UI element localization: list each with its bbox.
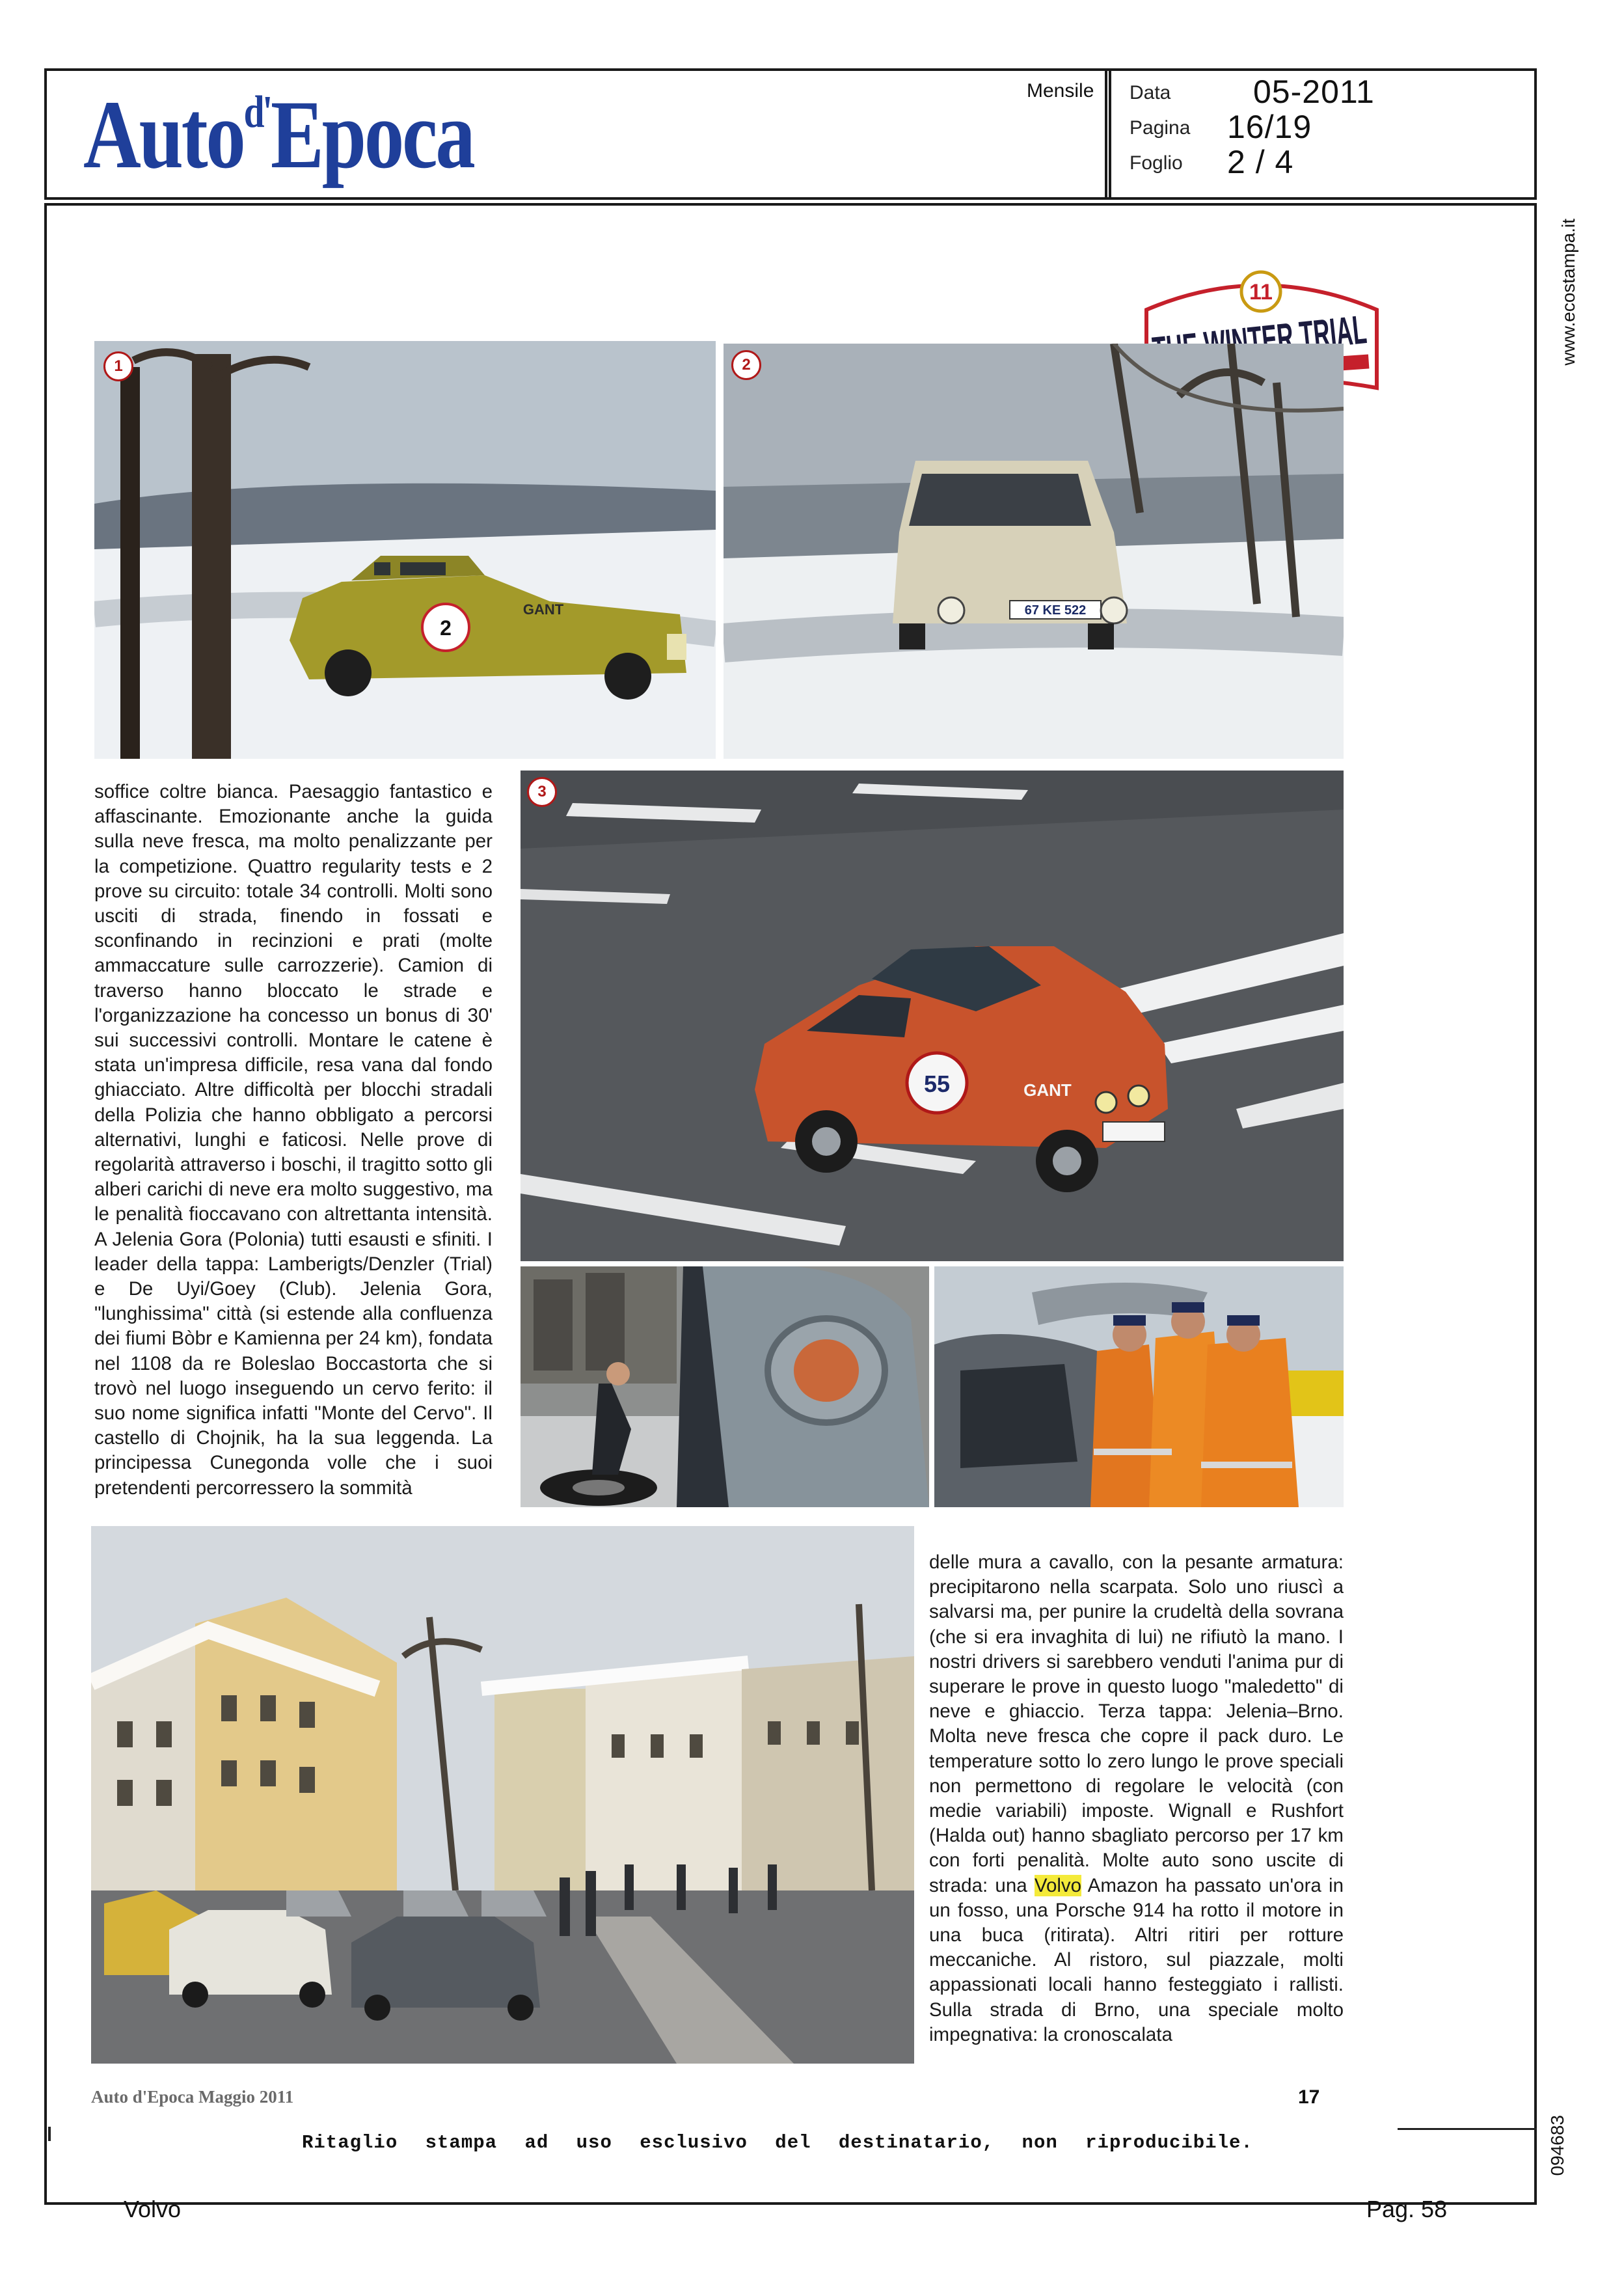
foglio-label: Foglio (1130, 152, 1183, 174)
photo-2-label: 2 (731, 350, 761, 380)
car2-plate: 67 KE 522 (1024, 603, 1087, 618)
bottom-page: Pag. 58 (1366, 2196, 1448, 2222)
badge-title: WINTER (1241, 303, 1386, 365)
badge-number: 11 (1249, 280, 1273, 305)
car1-number: 2 (440, 616, 452, 640)
col2-text-before: delle mura a cavallo, con la pesante armatura: precipitarono nella scarpata. Solo uno riuscì a salvarsi ma, per punire la crudeltà della sovrana (che si era invaghita di lui) ne rifiutò la mano. I nostri drivers si sarebbero venduti l'anima pur di superare le prove in questo luogo "maledetto" di neve e ghiaccio. Terza tappa: Jelenia–Brno. Molta neve fresca che copre il pack duro. Le temperature sotto lo zero lungo le prove speciali non permettono di regolare le velocità (con medie variabili) imposte. Wignall e Rushfort (Halda out) hanno sbagliato percorso per 17 km con forti penalità. Molte auto sono uscite di strada: una (929, 1551, 1344, 1896)
clipping-code-vertical: 094683 (1547, 2115, 1567, 2176)
pagina-value: 16/19 (1227, 109, 1312, 145)
car1-sponsor: GANT (522, 601, 564, 618)
article-column-2 (929, 1550, 1344, 2071)
article-column-1: soffice coltre bianca. Paesaggio fantastico e affascinante. Emozionante anche la guida sulla neve fresca, ma molto penalizzante per la competizione. Quattro regularity tests e 2 prove su circuito: totale 34 controlli. Molti sono usciti di strada, finendo in fossati e sconfinando in recinzioni e prati (molte ammaccature sulle carrozzerie). Camion di traverso hanno bloccato le strade e l'organizzazione ha concesso un bonus di 30' sui successivi controlli. Montare le catene è stata un'impresa difficile, resa vana dal fondo ghiacciato. Altre difficoltà per blocchi stradali della Polizia che hanno obbligato a percorsi alternativi, lunghi e faticosi. Nelle prove di regolarità attraverso i boschi, il tragitto sotto gli alberi carichi di neve era molto suggestivo, ma le penalità fioccavano con altrettanta intensità. A Jelenia Gora (Polonia) tutti esausti e sfiniti. I leader della tappa: Lamberigts/Denzler (Trial) e De Uyi/Goey (Club). Jelenia Gora, "lunghissima" città (si estende alla confluenza dei fiumi Bòbr e Kamienna per 24 km), fondata nel 1108 da re Boleslao Boccastorta che si trovò nel luogo inseguendo un cervo ferito: il suo nome significa infatti "Monte del Cervo". Il castello di Chojnik, ha la sua leggenda. La principessa Cunegonda volle che i suoi pretendenti percorressero la sommità (94, 781, 493, 1499)
car3-number: 55 (923, 1071, 951, 1097)
footer-page-number: 17 (1298, 2086, 1320, 2108)
photo-3-alfasud-road (521, 771, 1344, 1261)
left-tick (48, 2127, 51, 2141)
photo-2-bmw-snow (724, 344, 1344, 759)
foglio-value: 2 / 4 (1227, 144, 1294, 180)
col2-text-after: Amazon ha passato un'ora in un fosso, una Porsche 914 ha rotto il motore in una buca (ritirata). Altri ritiri per rotture meccaniche. Al ristoro, sul piazzale, molti appassionati locali hanno festeggiato i rallisti. Sulla strada di Brno, una speciale molto impegnativa: la cronoscalata (929, 1874, 1344, 2045)
photo-tyre-change (521, 1266, 929, 1507)
car3-sponsor: GANT (1023, 1080, 1072, 1100)
footer-magazine: Auto d'Epoca Maggio 2011 (91, 2087, 294, 2107)
photo-3-label: 3 (527, 777, 557, 807)
photo-1-escort-snow (94, 341, 716, 759)
pagina-label: Pagina (1130, 117, 1191, 139)
magazine-logo: Auto$^{d'}$Epoca (83, 81, 474, 189)
website-vertical: www.ecostampa.it (1558, 219, 1578, 366)
data-value: 05-2011 (1253, 74, 1375, 110)
photo-1-label: 1 (103, 351, 133, 381)
bottom-keyword: Volvo (124, 2196, 182, 2222)
photo-town-square (91, 1526, 914, 2064)
highlighted-keyword: Volvo (1034, 1874, 1082, 1896)
data-label: Data (1130, 82, 1171, 103)
right-rule (1398, 2128, 1537, 2130)
footer-issue: Maggio 2011 (198, 2087, 294, 2107)
photo-marshals (934, 1266, 1344, 1507)
reproduction-notice: Ritaglio stampa ad uso esclusivo del destinatario, non riproducibile. (302, 2132, 1253, 2153)
periodicity-label: Mensile (1027, 80, 1094, 102)
